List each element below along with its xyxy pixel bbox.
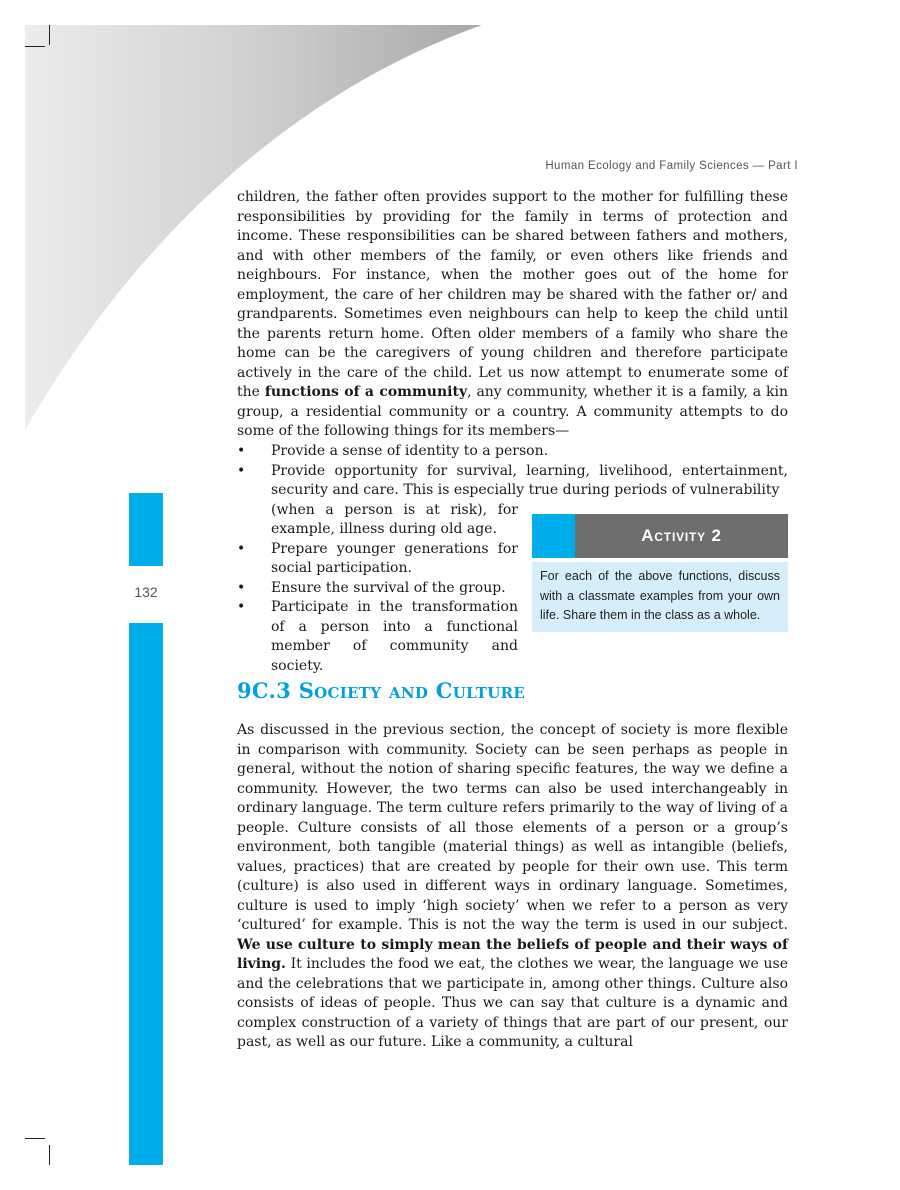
list-item: • Participate in the transformation of a person into a functional member of community and society. [237,598,518,676]
list-item: • Provide a sense of identity to a person. [237,442,788,462]
list-item: • Provide opportunity for survival, learning, livelihood, entertainment, security and care. This is especially true during periods of vulnerability (when a person is at risk), for example, illness during old age. [237,462,788,540]
page-number: 132 [134,584,158,600]
intro-paragraph [237,188,788,442]
intro-text-post: , any community, whether it is a family, a kin group, a residential community or a country. A community attempts to do some of the following things for its members— [237,384,788,439]
activity-header [532,514,788,558]
activity-header-accent [532,514,575,558]
crop-mark-top-v [49,25,50,45]
intro-text-bold: functions of a community [264,384,468,400]
margin-bar-top [129,493,163,566]
activity-body: For each of the above functions, discuss with a classmate examples from your own life. Share them in the class as a whole. [532,562,788,632]
crop-mark-bottom-v [49,1145,50,1165]
list-item: • Prepare younger generations for social participation. [237,540,518,579]
section-text-pre: As discussed in the previous section, the concept of society is more flexible in comparison with community. Society can be seen perhaps as people in general, without the notion of sharing specific features, the way we define a community. However, the two terms can also be used interchangeably in ordinary language. The term culture refers primarily to the way of living of a people. Culture consists of all those elements of a person or a group’s environment, both tangible (material things) as well as intangible (beliefs, values, practices) that are created by people for their own use. This term (culture) is also used in different ways in ordinary language. Sometimes, culture is used to imply ‘high society’ when we refer to a person as very ‘cultured’ for example. This is not the way the term is used in our subject. [237,722,788,933]
section-text-post: It includes the food we eat, the clothes we wear, the language we use and the celebrations that we participate in, among other things. Culture also consists of ideas of people. Thus we can say that culture is a dynamic and complex construction of a variety of things that are part of our present, our past, as well as our future. Like a community, a cultural [237,956,788,1050]
running-header: Human Ecology and Family Sciences — Part I [545,160,798,172]
activity-box [532,514,788,632]
activity-title: Activity 2 [641,526,722,545]
section-heading: 9C.3 Society and Culture [237,678,526,703]
crop-mark-bottom-h [25,1138,45,1139]
section-paragraph [237,721,788,1053]
intro-text-pre: children, the father often provides support to the mother for fulfilling these responsibilities by providing for the family in terms of protection and income. These responsibilities can be shared between fathers and mothers, and with other members of the family, or even others like friends and neighbours. For instance, when the mother goes out of the home for employment, the care of her children may be shared with the father or/ and grandparents. Sometimes even neighbours can help to keep the child until the parents return home. Often older members of a family who share the home can be the caregivers of young children and therefore participate actively in the care of the child. Let us now attempt to enumerate some of the [237,189,788,400]
list-item: • Ensure the survival of the group. [237,579,518,599]
margin-bar-bottom [129,623,163,1165]
crop-mark-top-h [25,46,45,47]
section-text-bold: We use culture to simply mean the beliefs of people and their ways of living. [237,936,788,972]
